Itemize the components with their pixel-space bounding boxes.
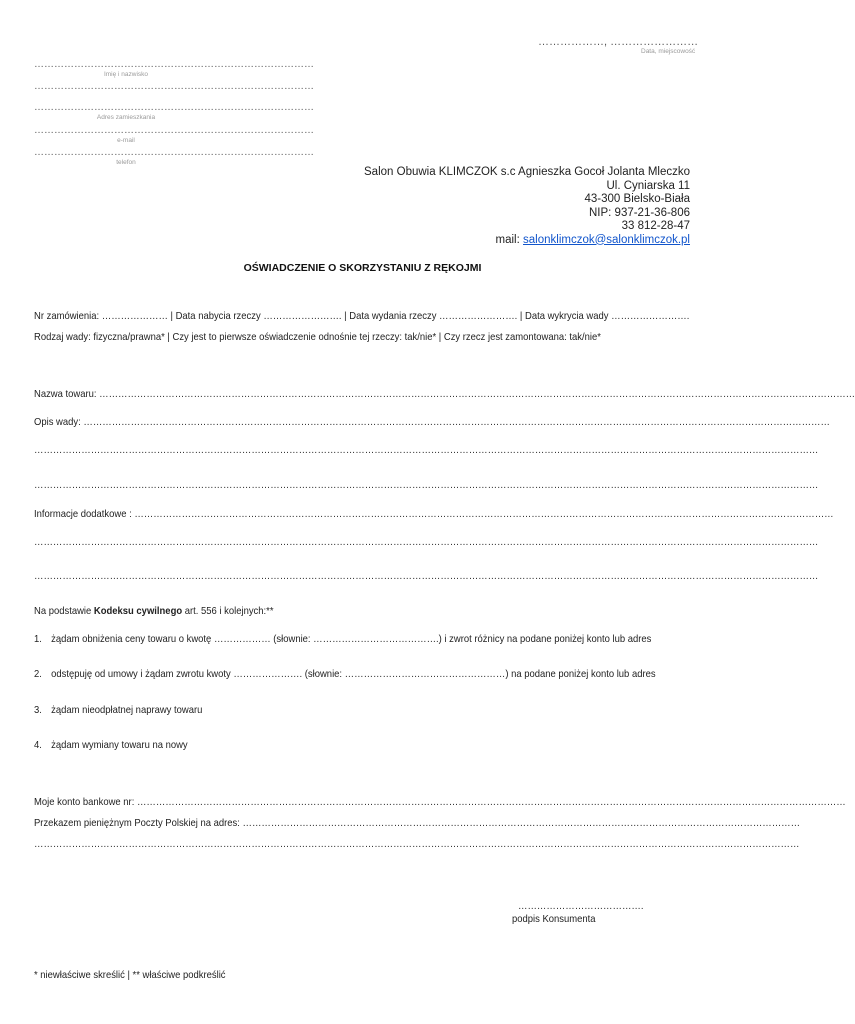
- company-street: Ul. Cyniarska 11: [606, 179, 690, 192]
- option-2[interactable]: [34, 668, 656, 680]
- legal-basis: [34, 605, 274, 617]
- footnote: * niewłaściwe skreślić | ** właściwe podkreślić: [34, 969, 226, 981]
- document-title: OŚWIADCZENIE O SKORZYSTANIU Z RĘKOJMI: [243, 262, 482, 274]
- postal-address-line[interactable]: ………………………………………………………………………………………………………………………………………………………………………………………………………………………: [34, 838, 800, 850]
- email-label: e-mail: [117, 137, 135, 144]
- date-place-dots[interactable]: ………………, ……………………: [538, 36, 699, 48]
- signature-line[interactable]: ………………………………….: [518, 900, 644, 912]
- option-4[interactable]: [34, 739, 188, 751]
- company-phone: 33 812-28-47: [621, 220, 690, 232]
- option-number: 4.: [34, 739, 42, 751]
- defect-blank-line-2[interactable]: ……………………………………………………………………………………………………………………………………………………………………………………………………………………………: [34, 479, 819, 491]
- date-place-label: Data, miejscowość: [641, 48, 696, 55]
- option-text: żądam nieodpłatnej naprawy towaru: [51, 704, 203, 716]
- bank-account-line[interactable]: Moje konto bankowe nr: ………………………………………………………………………………………………………………………………………………………………………………………………………: [34, 796, 846, 808]
- postal-order-line[interactable]: Przekazem pieniężnym Poczty Polskiej na adres: ……………………………………………………………………………………………………………………………………………………………: [34, 817, 801, 829]
- company-mail-row: [364, 234, 690, 248]
- phone-field[interactable]: …………………………………………………………………………: [34, 147, 314, 158]
- option-1[interactable]: [34, 633, 651, 645]
- defect-description-line[interactable]: Opis wady: …………………………………………………………………………………………………………………………………………………………………………………………………………………: [34, 416, 830, 428]
- signature-label: podpis Konsumenta: [512, 913, 596, 925]
- defect-blank-line-1[interactable]: ……………………………………………………………………………………………………………………………………………………………………………………………………………………………: [34, 444, 819, 456]
- option-text: żądam wymiany towaru na nowy: [51, 739, 188, 751]
- address-field-1[interactable]: …………………………………………………………………………: [34, 81, 314, 92]
- address-field-2[interactable]: …………………………………………………………………………: [34, 102, 314, 113]
- legal-prefix: Na podstawie: [34, 605, 94, 617]
- product-name-line[interactable]: Nazwa towaru: ……………………………………………………………………………………………………………………………………………………………………………………………………………………: [34, 388, 855, 400]
- name-field[interactable]: …………………………………………………………………………: [34, 59, 314, 70]
- option-text: odstępuję od umowy i żądam zwrotu kwoty …………………. (słownie: ……………………………………………) na podane poniżej konto lub adres: [51, 668, 656, 680]
- company-block: [364, 166, 690, 247]
- option-number: 1.: [34, 633, 42, 645]
- legal-suffix: art. 556 i kolejnych:**: [182, 605, 274, 617]
- defect-type-line[interactable]: Rodzaj wady: fizyczna/prawna* | Czy jest to pierwsze oświadczenie odnośnie tej rzeczy: tak/nie* | Czy rzecz jest zamontowana: tak/nie*: [34, 331, 601, 343]
- legal-code: Kodeksu cywilnego: [93, 605, 183, 617]
- phone-label: telefon: [116, 159, 136, 166]
- order-details-line[interactable]: Nr zamówienia: ………………… | Data nabycia rzeczy ……………………. | Data wydania rzeczy ……………………. | Data wykrycia wady …………………….: [34, 310, 690, 322]
- option-text: żądam obniżenia ceny towaru o kwotę ……………… (słownie: ………………………………….) i zwrot różnicy na podane poniżej konto lub adres: [51, 633, 652, 645]
- company-nip: NIP: 937-21-36-806: [588, 206, 690, 219]
- company-mail-link[interactable]: salonklimczok@salonklimczok.pl: [523, 233, 690, 246]
- email-field[interactable]: …………………………………………………………………………: [34, 125, 314, 136]
- address-label: Adres zamieszkania: [96, 114, 156, 121]
- additional-blank-line-2[interactable]: ……………………………………………………………………………………………………………………………………………………………………………………………………………………………: [34, 570, 819, 582]
- company-mail-label: mail:: [495, 233, 524, 246]
- option-number: 3.: [34, 704, 42, 716]
- additional-blank-line-1[interactable]: ……………………………………………………………………………………………………………………………………………………………………………………………………………………………: [34, 536, 819, 548]
- company-city: 43-300 Bielsko-Biała: [584, 193, 690, 205]
- option-number: 2.: [34, 668, 42, 680]
- name-label: Imię i nazwisko: [103, 71, 149, 78]
- option-3[interactable]: [34, 704, 202, 716]
- company-name: Salon Obuwia KLIMCZOK s.c Agnieszka Gocoł Jolanta Mleczko: [364, 166, 690, 178]
- additional-info-line[interactable]: Informacje dodatkowe : ……………………………………………………………………………………………………………………………………………………………………………………………………: [34, 508, 834, 520]
